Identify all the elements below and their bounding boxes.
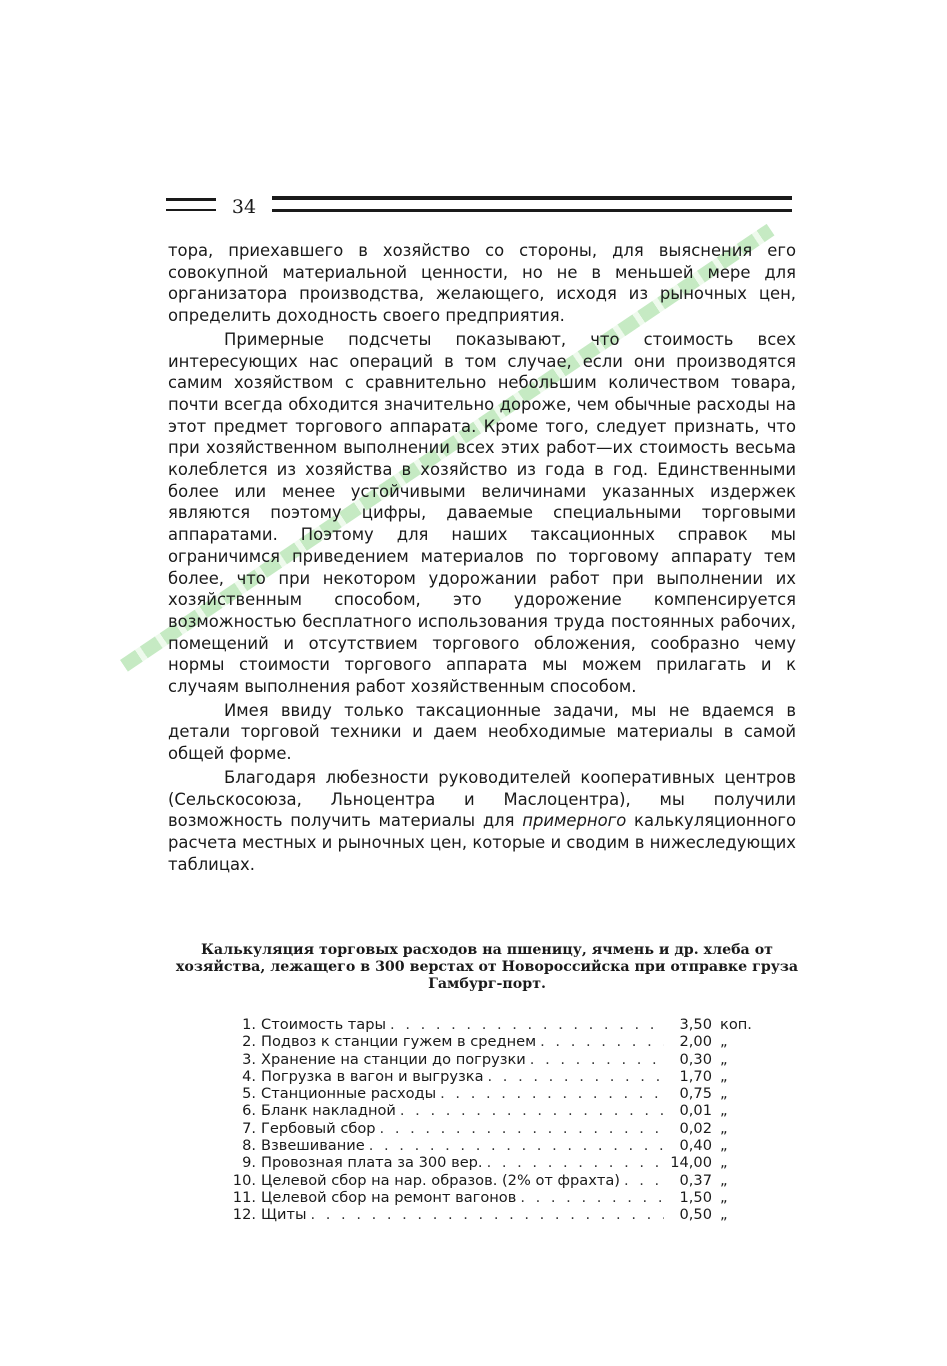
row-value: 0,75	[679, 1085, 712, 1103]
leader-dots	[487, 1154, 664, 1171]
row-number: 6.	[242, 1102, 256, 1120]
cost-table	[230, 1016, 760, 1224]
table-row	[230, 1102, 760, 1119]
emphasis: примерного	[522, 811, 627, 831]
table-row	[230, 1120, 760, 1137]
row-unit: „	[720, 1102, 728, 1120]
paragraph: тора, приехавшего в хозяйство со стороны, для выяснения его совокупной материальной ценности, но не в меньшей мере для организатора производства, желающего, исходя из рыночных цен, определить доходность своего предприятия.	[168, 241, 796, 326]
row-number: 11.	[232, 1188, 256, 1206]
row-value: 3,50	[679, 1016, 712, 1033]
paragraph	[168, 767, 796, 876]
table-row	[230, 1085, 760, 1102]
row-value: 0,37	[679, 1171, 712, 1189]
row-value: 1,70	[679, 1067, 712, 1085]
row-item: Станционные расходы	[261, 1085, 437, 1103]
table-row	[230, 1033, 760, 1050]
table-row	[230, 1016, 760, 1033]
body-text	[168, 240, 796, 875]
row-value: 2,00	[679, 1033, 712, 1051]
row-number: 4.	[242, 1067, 256, 1085]
table-row	[230, 1051, 760, 1068]
leader-dots	[390, 1016, 664, 1033]
row-value: 1,50	[679, 1188, 712, 1206]
page-number: 34	[231, 196, 257, 218]
row-unit: „	[720, 1188, 728, 1206]
row-value: 0,40	[679, 1137, 712, 1155]
row-value: 0,50	[679, 1206, 712, 1224]
leader-dots	[400, 1102, 664, 1119]
header-rule-right	[272, 196, 792, 200]
leader-dots	[488, 1068, 664, 1085]
row-number: 5.	[242, 1085, 256, 1103]
row-unit: „	[720, 1067, 728, 1085]
row-item: Хранение на станции до погрузки	[261, 1050, 526, 1068]
leader-dots	[520, 1189, 664, 1206]
leader-dots	[369, 1137, 664, 1154]
row-item: Целевой сбор на ремонт вагонов	[261, 1188, 517, 1206]
row-unit: „	[720, 1050, 728, 1068]
table-title: Калькуляция торговых расходов на пшеницу, ячмень и др. хлеба от хозяйства, лежащего в 300 верстах от Новороссийска при отправке груза Гамбург-порт.	[175, 942, 799, 992]
row-unit: „	[720, 1033, 728, 1051]
row-number: 8.	[242, 1137, 256, 1155]
row-item: Гербовый сбор	[261, 1119, 376, 1137]
table-row	[230, 1172, 760, 1189]
row-unit: „	[720, 1154, 728, 1172]
leader-dots	[530, 1051, 664, 1068]
row-unit: „	[720, 1137, 728, 1155]
row-value: 14,00	[670, 1154, 712, 1172]
header-rule-left	[166, 209, 216, 211]
row-item: Стоимость тары	[261, 1016, 387, 1033]
leader-dots	[440, 1085, 664, 1102]
paragraph: Примерные подсчеты показывают, что стоимость всех интересующих нас операций в том случае, если они производятся самим хозяйством с сравнительно небольшим количеством товара, почти всегда обходится значительно дороже, чем обычные расходы на этот предмет торгового аппарата. Кроме того, следует признать, что при хозяйственном выполнении всех этих работ—их стоимость весьма колеблется из хозяйства в хозяйство из года в год. Единственными более или менее устойчивыми величинами указанных издержек являются поэтому цифры, даваемые специальными торговыми аппаратами. Поэтому для наших таксационных справок мы ограничимся приведением материалов по торговому аппарату тем более, что при некотором удорожании работ при выполнении их хозяйственным способом, это удорожение компенсируется возможностью бесплатного использования труда постоянных рабочих, помещений и отсутствием торгового обложения, сообразно чему нормы стоимости торгового аппарата мы можем прилагать и к случаям выполнения работ хозяйственным способом.	[168, 329, 796, 697]
row-number: 1.	[242, 1016, 256, 1033]
leader-dots	[624, 1172, 664, 1189]
row-value: 0,30	[679, 1050, 712, 1068]
table-row	[230, 1206, 760, 1223]
row-item: Подвоз к станции гужем в среднем	[261, 1033, 537, 1051]
row-item: Целевой сбор на нар. образов. (2% от фрахта)	[261, 1171, 620, 1189]
header-rule-left	[166, 198, 216, 201]
row-item: Погрузка в вагон и выгрузка	[261, 1067, 484, 1085]
leader-dots	[310, 1206, 664, 1223]
row-number: 3.	[242, 1050, 256, 1068]
leader-dots	[540, 1033, 664, 1050]
row-item: Провозная плата за 300 вер.	[261, 1154, 483, 1172]
row-item: Бланк накладной	[261, 1102, 396, 1120]
table-row	[230, 1154, 760, 1171]
row-unit: коп.	[720, 1016, 752, 1033]
row-unit: „	[720, 1206, 728, 1224]
row-item: Щиты	[261, 1206, 307, 1224]
row-number: 10.	[232, 1171, 256, 1189]
table-row	[230, 1137, 760, 1154]
table-row	[230, 1068, 760, 1085]
row-unit: „	[720, 1171, 728, 1189]
row-number: 7.	[242, 1119, 256, 1137]
leader-dots	[380, 1120, 664, 1137]
row-number: 2.	[242, 1033, 256, 1051]
table-row	[230, 1189, 760, 1206]
row-value: 0,01	[679, 1102, 712, 1120]
header-rule-right	[272, 209, 792, 212]
row-item: Взвешивание	[261, 1137, 365, 1155]
row-unit: „	[720, 1085, 728, 1103]
paragraph-text: калькуляционного расчета местных и рыночных цен, которые и сводим в нижеследующих таблицах.	[168, 811, 796, 874]
row-number: 9.	[242, 1154, 256, 1172]
paragraph-text: Благодаря любезности руководителей кооперативных центров (Сельскосоюза, Льноцентра и Маслоцентра), мы получили возможность получить материалы для	[168, 767, 796, 831]
paragraph: Имея ввиду только таксационные задачи, мы не вдаемся в детали торговой техники и даем необходимые материалы в самой общей форме.	[168, 700, 796, 764]
row-value: 0,02	[679, 1119, 712, 1137]
row-number: 12.	[232, 1206, 256, 1224]
row-unit: „	[720, 1119, 728, 1137]
